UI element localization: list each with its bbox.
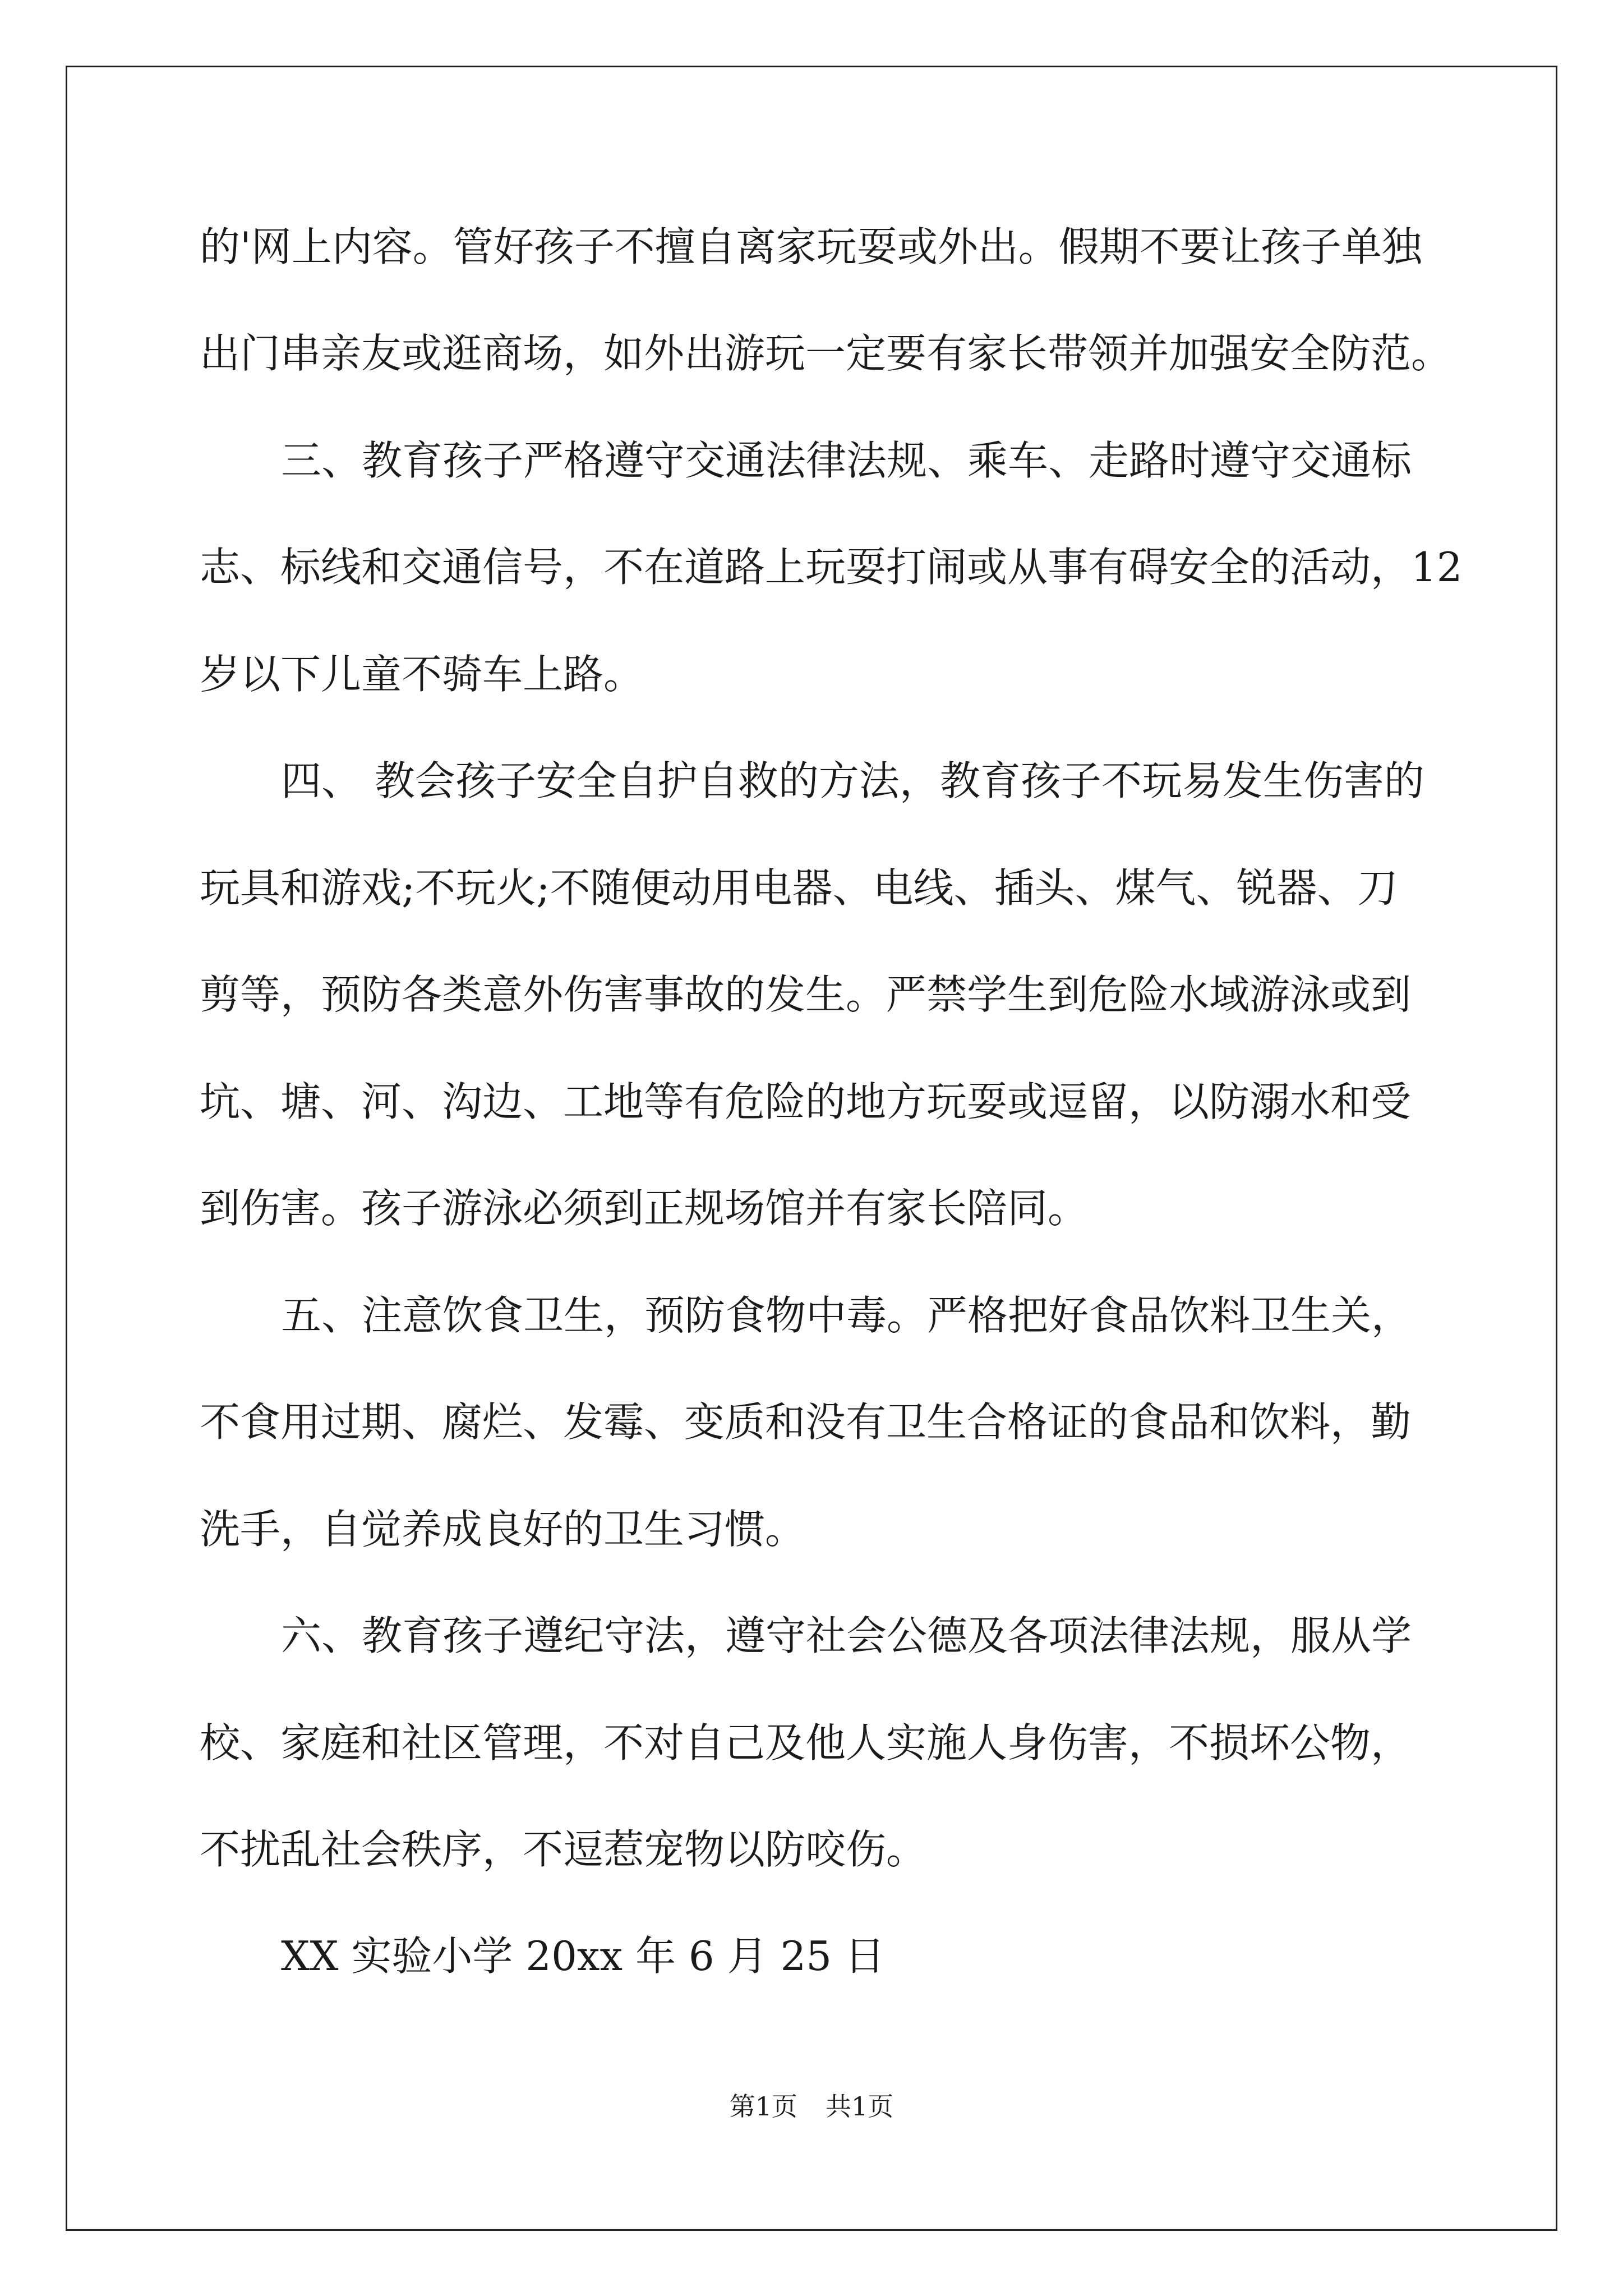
text-line: 岁以下儿童不骑车上路。 — [200, 651, 644, 698]
text-line: 玩具和游戏;不玩火;不随便动用电器、电线、插头、煤气、锐器、刀 — [200, 864, 1398, 912]
text-line: 剪等，预防各类意外伤害事故的发生。严禁学生到危险水域游泳或到 — [200, 971, 1412, 1018]
page-total: 共1页 — [826, 2091, 894, 2122]
text-line: 坑、塘、河、沟边、工地等有危险的地方玩耍或逗留，以防溺水和受 — [200, 1078, 1412, 1125]
signature-line: XX 实验小学 20xx 年 6 月 25 日 — [281, 1932, 885, 1980]
text-line: 校、家庭和社区管理，不对自己及他人实施人身伤害，不损坏公物， — [200, 1719, 1412, 1766]
text-line: 出门串亲友或逛商场，如外出游玩一定要有家长带领并加强安全防范。 — [200, 330, 1452, 377]
text-line: 不扰乱社会秩序，不逗惹宠物以防咬伤。 — [200, 1826, 927, 1873]
page-number: 第1页 — [729, 2091, 797, 2122]
paragraph-five-start: 五、注意饮食卫生，预防食物中毒。严格把好食品饮料卫生关， — [281, 1292, 1412, 1339]
text-line: 到伤害。孩子游泳必须到正规场馆并有家长陪同。 — [200, 1185, 1089, 1232]
paragraph-four-start: 四、 教会孩子安全自护自救的方法，教育孩子不玩易发生伤害的 — [281, 757, 1424, 804]
paragraph-three-start: 三、教育孩子严格遵守交通法律法规、乘车、走路时遵守交通标 — [281, 437, 1412, 484]
page-footer — [0, 2090, 1623, 2123]
text-line: 洗手，自觉养成良好的卫生习惯。 — [200, 1506, 806, 1553]
text-line: 不食用过期、腐烂、发霉、变质和没有卫生合格证的食品和饮料，勤 — [200, 1398, 1412, 1446]
text-line: 的'网上内容。管好孩子不擅自离家玩耍或外出。假期不要让孩子单独 — [200, 223, 1422, 270]
page-border — [66, 66, 1557, 2231]
text-line: 志、标线和交通信号，不在道路上玩耍打闹或从事有碍安全的活动，12 — [200, 544, 1463, 591]
paragraph-six-start: 六、教育孩子遵纪守法，遵守社会公德及各项法律法规，服从学 — [281, 1612, 1412, 1659]
